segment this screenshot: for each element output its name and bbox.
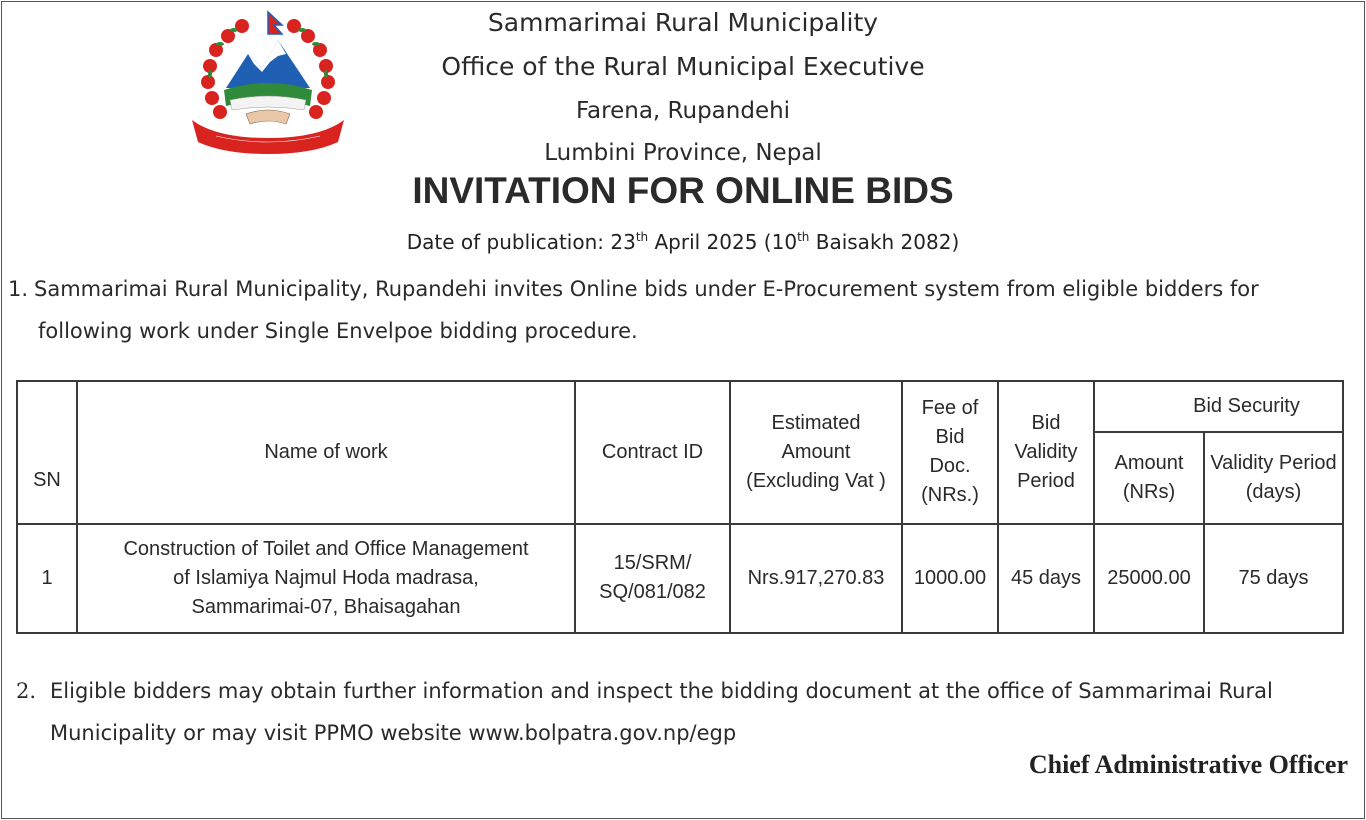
col-fee-of-bid-doc: Fee of Bid Doc. (NRs.) xyxy=(902,381,998,524)
paragraph-text-continued: Municipality or may visit PPMO website www.bolpatra.gov.np/egp xyxy=(50,721,737,745)
table-row xyxy=(17,524,1343,633)
municipality-name: Sammarimai Rural Municipality xyxy=(487,8,879,37)
paragraph-number: 1. xyxy=(8,277,29,301)
paragraph-text-continued: following work under Single Envelpoe bidding procedure. xyxy=(38,319,638,343)
col-bid-security-amount: Amount (NRs) xyxy=(1094,432,1204,524)
cell-validity: 45 days xyxy=(998,524,1094,633)
nepal-emblem-icon xyxy=(186,10,362,158)
col-estimated-amount: Estimated Amount (Excluding Vat ) xyxy=(730,381,902,524)
invitation-paragraph xyxy=(8,268,1360,352)
office-address: Farena, Rupandehi xyxy=(575,98,791,124)
cell-name-of-work: Construction of Toilet and Office Management of Islamiya Najmul Hoda madrasa, Sammarimai-07, Bhaisagahan xyxy=(77,524,575,633)
paragraph-text: Sammarimai Rural Municipality, Rupandehi invites Online bids under E-Procurement system from eligible bidders for xyxy=(34,277,1259,301)
cell-estimated-amount: Nrs.917,270.83 xyxy=(730,524,902,633)
col-sn: SN xyxy=(17,381,77,524)
province-name: Lumbini Province, Nepal xyxy=(544,140,822,166)
paragraph-text: Eligible bidders may obtain further information and inspect the bidding document at the office of Sammarimai Rural xyxy=(50,679,1273,703)
cell-contract-id: 15/SRM/ SQ/081/082 xyxy=(575,524,730,633)
bids-table xyxy=(16,380,1344,634)
nepal-flag-icon xyxy=(268,12,282,34)
col-contract-id: Contract ID xyxy=(575,381,730,524)
publication-date: Date of publication: 23th April 2025 (10th Baisakh 2082) xyxy=(406,230,960,254)
cell-bid-security-amount: 25000.00 xyxy=(1094,524,1204,633)
page-title: INVITATION FOR ONLINE BIDS xyxy=(412,170,954,211)
cell-fee: 1000.00 xyxy=(902,524,998,633)
office-name: Office of the Rural Municipal Executive xyxy=(441,52,925,81)
cell-sn: 1 xyxy=(17,524,77,633)
col-bid-validity-period: Bid Validity Period xyxy=(998,381,1094,524)
signature-title: Chief Administrative Officer xyxy=(1028,750,1348,779)
col-bid-security-validity: Validity Period (days) xyxy=(1204,432,1343,524)
table-header-row xyxy=(17,381,1343,432)
col-name-of-work: Name of work xyxy=(77,381,575,524)
col-bid-security: Bid Security xyxy=(1094,381,1343,432)
paragraph-number: 2. xyxy=(16,679,37,703)
info-paragraph xyxy=(16,670,1350,754)
cell-bid-security-validity: 75 days xyxy=(1204,524,1343,633)
